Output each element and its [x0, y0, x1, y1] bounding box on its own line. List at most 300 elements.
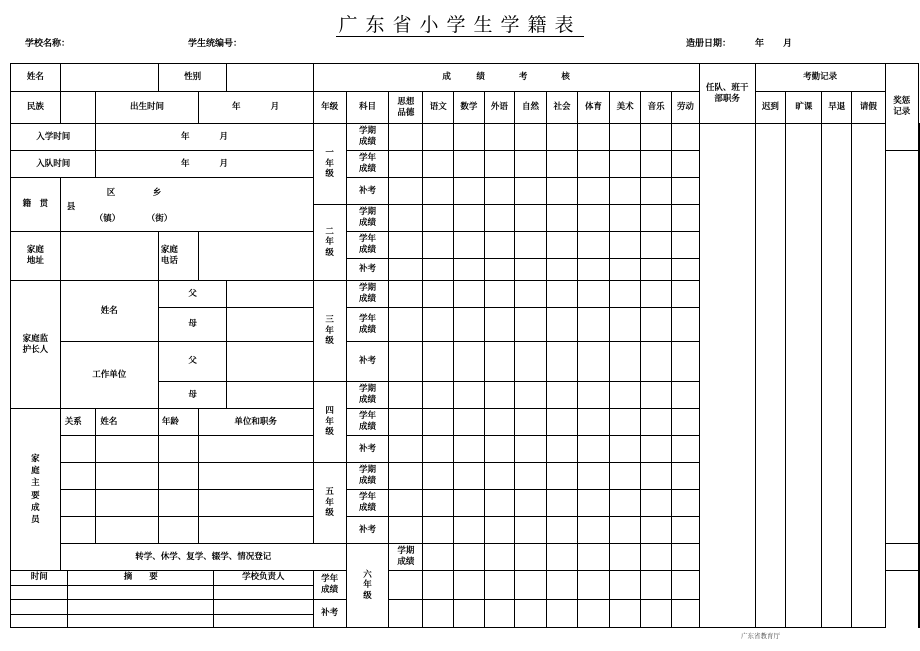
annual-label: 学年成绩	[346, 232, 389, 259]
member-cell[interactable]	[96, 436, 158, 463]
score-cell[interactable]	[641, 205, 672, 232]
score-cell[interactable]	[546, 205, 578, 232]
member-cell[interactable]	[96, 463, 158, 490]
score-cell[interactable]	[389, 281, 423, 308]
score-cell[interactable]	[641, 342, 672, 382]
score-cell[interactable]	[515, 281, 547, 308]
enroll-cell[interactable]: 年 月	[96, 124, 313, 151]
score-cell[interactable]	[578, 308, 610, 342]
score-cell[interactable]	[389, 205, 423, 232]
score-cell[interactable]	[671, 124, 699, 151]
score-cell[interactable]	[515, 259, 547, 281]
score-cell[interactable]	[609, 517, 641, 544]
transfer-subtable-cell	[11, 600, 314, 628]
score-cell[interactable]	[671, 259, 699, 281]
score-cell[interactable]	[671, 308, 699, 342]
score-cell[interactable]	[454, 151, 485, 178]
score-cell[interactable]	[389, 600, 423, 628]
home-addr-label: 家庭地址	[11, 232, 61, 281]
score-cell[interactable]	[515, 600, 547, 628]
register-month: 月	[783, 39, 793, 49]
score-cell[interactable]	[546, 232, 578, 259]
subject-foreign: 外语	[484, 92, 515, 124]
score-cell[interactable]	[515, 490, 547, 517]
score-cell[interactable]	[484, 259, 515, 281]
term-label: 学期成绩	[346, 205, 389, 232]
transfer-summary-label: 摘 要	[68, 571, 214, 585]
score-cell[interactable]	[546, 124, 578, 151]
score-cell[interactable]	[546, 308, 578, 342]
score-cell[interactable]	[423, 517, 454, 544]
form-title: 广东省小学生学籍表	[338, 14, 582, 36]
score-cell[interactable]	[423, 342, 454, 382]
guardian-father-label: 父	[158, 281, 227, 308]
score-cell[interactable]	[389, 342, 423, 382]
subject-labor: 劳动	[671, 92, 699, 124]
name-cell[interactable]	[60, 64, 158, 92]
score-cell[interactable]	[641, 178, 672, 205]
score-cell[interactable]	[609, 178, 641, 205]
home-phone-cell[interactable]	[198, 232, 313, 281]
score-cell[interactable]	[546, 409, 578, 436]
score-cell[interactable]	[423, 490, 454, 517]
home-phone-label: 家庭电话	[158, 232, 198, 281]
score-cell[interactable]	[641, 232, 672, 259]
reward-header: 奖惩记录	[885, 64, 918, 151]
score-cell[interactable]	[454, 281, 485, 308]
subject-society: 社会	[546, 92, 578, 124]
work-mother-label: 母	[158, 382, 227, 409]
score-cell[interactable]	[484, 490, 515, 517]
score-cell[interactable]	[546, 463, 578, 490]
score-cell[interactable]	[423, 544, 454, 571]
score-cell[interactable]	[515, 544, 547, 571]
score-cell[interactable]	[454, 232, 485, 259]
score-cell[interactable]	[578, 517, 610, 544]
score-cell[interactable]	[546, 571, 578, 600]
transfer-time-cell[interactable]	[11, 600, 68, 614]
register-date-label: 造册日期：	[686, 39, 732, 49]
transfer-subtable	[11, 571, 313, 599]
grade-col-label: 年级	[313, 92, 346, 124]
gender-label: 性别	[158, 64, 227, 92]
score-cell[interactable]	[578, 409, 610, 436]
transfer-principal-label: 学校负责人	[214, 571, 313, 585]
grade-1-label: 一年级	[313, 124, 346, 205]
subject-chinese: 语文	[423, 92, 454, 124]
score-cell[interactable]	[578, 342, 610, 382]
score-cell[interactable]	[389, 151, 423, 178]
score-cell[interactable]	[423, 308, 454, 342]
score-cell[interactable]	[578, 124, 610, 151]
ethnicity-label: 民族	[11, 92, 61, 124]
score-cell[interactable]	[423, 600, 454, 628]
score-cell[interactable]	[671, 342, 699, 382]
score-cell[interactable]	[454, 205, 485, 232]
makeup-label: 补考	[346, 178, 389, 205]
subject-pe: 体育	[578, 92, 610, 124]
score-cell[interactable]	[515, 151, 547, 178]
score-cell[interactable]	[389, 382, 423, 409]
member-age-label: 年龄	[158, 409, 198, 436]
score-cell[interactable]	[515, 178, 547, 205]
score-cell[interactable]	[454, 436, 485, 463]
score-cell[interactable]	[454, 259, 485, 281]
score-cell[interactable]	[454, 342, 485, 382]
score-cell[interactable]	[389, 232, 423, 259]
join-label: 入队时间	[11, 151, 96, 178]
score-cell[interactable]	[578, 463, 610, 490]
score-cell[interactable]	[641, 517, 672, 544]
guardian-mother-name[interactable]	[227, 308, 313, 342]
early-cell[interactable]	[822, 124, 852, 628]
member-name-label: 姓名	[96, 409, 158, 436]
guardian-name-label: 姓名	[60, 281, 158, 342]
score-cell[interactable]	[454, 571, 485, 600]
score-cell[interactable]	[671, 232, 699, 259]
score-cell[interactable]	[546, 544, 578, 571]
score-cell[interactable]	[454, 490, 485, 517]
join-cell[interactable]: 年 月	[96, 151, 313, 178]
score-cell[interactable]	[515, 571, 547, 600]
makeup-label: 补考	[313, 600, 346, 628]
score-cell[interactable]	[578, 382, 610, 409]
transfer-summary-cell[interactable]	[68, 600, 214, 614]
score-cell[interactable]	[546, 382, 578, 409]
score-cell[interactable]	[484, 571, 515, 600]
score-cell[interactable]	[454, 308, 485, 342]
score-cell[interactable]	[423, 124, 454, 151]
annual-label: 学年成绩	[313, 571, 346, 600]
name-label: 姓名	[11, 64, 61, 92]
work-father-label: 父	[158, 342, 227, 382]
score-cell[interactable]	[423, 205, 454, 232]
score-cell[interactable]	[671, 382, 699, 409]
score-cell[interactable]	[423, 436, 454, 463]
score-cell[interactable]	[484, 517, 515, 544]
score-cell[interactable]	[671, 571, 699, 600]
late-cell[interactable]	[755, 124, 786, 628]
work-unit-label: 工作单位	[60, 342, 158, 409]
grade-6-label: 六年级	[346, 544, 389, 628]
annual-label: 学年成绩	[346, 490, 389, 517]
score-cell[interactable]	[641, 409, 672, 436]
score-cell[interactable]	[515, 436, 547, 463]
makeup-label: 补考	[346, 342, 389, 382]
subject-music: 音乐	[641, 92, 672, 124]
score-cell[interactable]	[578, 178, 610, 205]
score-cell[interactable]	[484, 544, 515, 571]
transfer-subtable-cell	[11, 571, 314, 600]
birth-label: 出生时间	[96, 92, 198, 124]
transfer-principal-cell[interactable]	[214, 614, 313, 627]
score-cell[interactable]	[671, 281, 699, 308]
member-cell[interactable]	[96, 517, 158, 544]
term-label: 学期成绩	[346, 124, 389, 151]
term-label: 学期成绩	[346, 281, 389, 308]
work-mother-cell[interactable]	[227, 382, 313, 409]
score-cell[interactable]	[641, 151, 672, 178]
score-cell[interactable]	[641, 259, 672, 281]
score-cell[interactable]	[515, 463, 547, 490]
score-cell[interactable]	[609, 281, 641, 308]
score-cell[interactable]	[546, 342, 578, 382]
score-cell[interactable]	[484, 409, 515, 436]
transfer-time-cell[interactable]	[11, 614, 68, 627]
attendance-header: 考勤记录	[755, 64, 885, 92]
score-cell[interactable]	[609, 436, 641, 463]
subject-math: 数学	[454, 92, 485, 124]
score-cell[interactable]	[641, 382, 672, 409]
score-cell[interactable]	[609, 490, 641, 517]
transfer-time-label: 时间	[11, 571, 68, 585]
score-cell[interactable]	[454, 124, 485, 151]
score-cell[interactable]	[578, 259, 610, 281]
score-cell[interactable]	[546, 151, 578, 178]
score-cell[interactable]	[389, 436, 423, 463]
score-cell[interactable]	[454, 544, 485, 571]
member-cell[interactable]	[60, 463, 96, 490]
score-cell[interactable]	[546, 259, 578, 281]
absent-cell[interactable]	[786, 124, 822, 628]
transfer-principal-cell[interactable]	[214, 585, 313, 599]
school-name-label: 学校名称：	[25, 39, 71, 49]
transfer-summary-cell[interactable]	[68, 585, 214, 599]
score-cell[interactable]	[423, 178, 454, 205]
score-cell[interactable]	[423, 571, 454, 600]
term-label: 学期成绩	[346, 382, 389, 409]
score-cell[interactable]	[454, 517, 485, 544]
score-cell[interactable]	[641, 124, 672, 151]
late-label: 迟到	[755, 92, 786, 124]
early-label: 早退	[822, 92, 852, 124]
score-cell[interactable]	[671, 463, 699, 490]
transfer-summary-cell[interactable]	[68, 614, 214, 627]
score-cell[interactable]	[578, 436, 610, 463]
makeup-label: 补考	[346, 517, 389, 544]
score-cell[interactable]	[609, 409, 641, 436]
score-cell[interactable]	[484, 232, 515, 259]
score-cell[interactable]	[484, 342, 515, 382]
score-cell[interactable]	[423, 151, 454, 178]
score-cell[interactable]	[671, 517, 699, 544]
score-cell[interactable]	[609, 259, 641, 281]
score-cell[interactable]	[484, 281, 515, 308]
leave-cell[interactable]	[852, 124, 885, 628]
score-cell[interactable]	[671, 490, 699, 517]
member-cell[interactable]	[198, 517, 313, 544]
member-cell[interactable]	[96, 490, 158, 517]
member-cell[interactable]	[198, 490, 313, 517]
score-cell[interactable]	[609, 382, 641, 409]
score-cell[interactable]	[578, 600, 610, 628]
score-cell[interactable]	[454, 600, 485, 628]
score-cell[interactable]	[671, 544, 699, 571]
score-cell[interactable]	[484, 382, 515, 409]
score-cell[interactable]	[484, 178, 515, 205]
register-year: 年	[755, 39, 765, 49]
score-cell[interactable]	[389, 571, 423, 600]
score-cell[interactable]	[454, 409, 485, 436]
native-label: 籍 贯	[11, 178, 61, 232]
score-cell[interactable]	[578, 571, 610, 600]
score-cell[interactable]	[578, 232, 610, 259]
score-cell[interactable]	[515, 382, 547, 409]
score-cell[interactable]	[389, 308, 423, 342]
score-cell[interactable]	[546, 436, 578, 463]
score-cell[interactable]	[609, 342, 641, 382]
subject-nature: 自然	[515, 92, 547, 124]
score-cell[interactable]	[641, 308, 672, 342]
score-cell[interactable]	[641, 544, 672, 571]
score-cell[interactable]	[484, 436, 515, 463]
score-cell[interactable]	[423, 409, 454, 436]
member-cell[interactable]	[158, 436, 198, 463]
score-cell[interactable]	[609, 308, 641, 342]
score-cell[interactable]	[515, 232, 547, 259]
ethnicity-cell[interactable]	[60, 92, 96, 124]
score-cell[interactable]	[546, 490, 578, 517]
registry-table	[10, 63, 920, 628]
score-cell[interactable]	[609, 205, 641, 232]
score-cell[interactable]	[641, 281, 672, 308]
annual-label: 学年成绩	[346, 409, 389, 436]
score-cell[interactable]	[484, 600, 515, 628]
transfer-principal-cell[interactable]	[214, 600, 313, 614]
absent-label: 旷课	[786, 92, 822, 124]
score-cell[interactable]	[484, 124, 515, 151]
term-label: 学期成绩	[389, 544, 423, 571]
score-cell[interactable]	[454, 178, 485, 205]
subject-col-label: 科目	[346, 92, 389, 124]
member-cell[interactable]	[60, 517, 96, 544]
score-cell[interactable]	[546, 600, 578, 628]
gender-cell[interactable]	[227, 64, 313, 92]
transfer-header: 转学、休学、复学、辍学、情况登记	[60, 544, 346, 571]
score-cell[interactable]	[454, 463, 485, 490]
score-cell[interactable]	[389, 409, 423, 436]
score-cell[interactable]	[578, 281, 610, 308]
member-rel-label: 关系	[60, 409, 96, 436]
score-cell[interactable]	[641, 490, 672, 517]
score-cell[interactable]	[578, 151, 610, 178]
guardian-mother-label: 母	[158, 308, 227, 342]
score-cell[interactable]	[546, 517, 578, 544]
score-cell[interactable]	[389, 463, 423, 490]
members-label: 家庭主要成员	[11, 409, 61, 571]
score-cell[interactable]	[389, 124, 423, 151]
score-cell[interactable]	[515, 409, 547, 436]
score-cell[interactable]	[389, 490, 423, 517]
home-addr-cell[interactable]	[60, 232, 158, 281]
score-cell[interactable]	[671, 600, 699, 628]
score-cell[interactable]	[609, 544, 641, 571]
score-cell[interactable]	[389, 517, 423, 544]
birth-cell[interactable]: 年 月	[198, 92, 313, 124]
score-cell[interactable]	[671, 409, 699, 436]
grade-3-label: 三年级	[313, 281, 346, 382]
score-cell[interactable]	[578, 205, 610, 232]
annual-label: 学年成绩	[346, 151, 389, 178]
score-cell[interactable]	[609, 463, 641, 490]
grade-4-label: 四年级	[313, 382, 346, 463]
score-cell[interactable]	[484, 308, 515, 342]
member-cell[interactable]	[198, 436, 313, 463]
score-cell[interactable]	[885, 544, 918, 571]
leave-label: 请假	[852, 92, 885, 124]
score-cell[interactable]	[515, 308, 547, 342]
score-cell[interactable]	[609, 571, 641, 600]
term-label: 学期成绩	[346, 463, 389, 490]
score-cell[interactable]	[389, 259, 423, 281]
member-cell[interactable]	[198, 463, 313, 490]
guardian-father-name[interactable]	[227, 281, 313, 308]
score-cell[interactable]	[671, 436, 699, 463]
makeup-label: 补考	[346, 259, 389, 281]
grade-5-label: 五年级	[313, 463, 346, 544]
score-cell[interactable]	[484, 151, 515, 178]
score-cell[interactable]	[609, 151, 641, 178]
guardian-label: 家庭监护长人	[11, 281, 61, 409]
enroll-label: 入学时间	[11, 124, 96, 151]
score-cell[interactable]	[671, 205, 699, 232]
score-cell[interactable]	[423, 259, 454, 281]
score-cell[interactable]	[578, 544, 610, 571]
score-cell[interactable]	[389, 178, 423, 205]
score-cell[interactable]	[515, 342, 547, 382]
score-cell[interactable]	[515, 517, 547, 544]
score-cell[interactable]	[609, 124, 641, 151]
score-cell[interactable]	[423, 463, 454, 490]
reward-cell[interactable]	[919, 124, 920, 628]
score-cell[interactable]	[515, 124, 547, 151]
score-cell[interactable]	[546, 178, 578, 205]
score-cell[interactable]	[641, 571, 672, 600]
score-cell[interactable]	[578, 490, 610, 517]
duty-cell[interactable]	[699, 124, 755, 628]
duty-header: 任队、班干部职务	[699, 64, 755, 124]
member-cell[interactable]	[60, 490, 96, 517]
score-cell[interactable]	[423, 281, 454, 308]
subject-art: 美术	[609, 92, 641, 124]
score-cell[interactable]	[423, 232, 454, 259]
score-cell[interactable]	[671, 151, 699, 178]
score-cell[interactable]	[641, 600, 672, 628]
native-cell[interactable]: 区 乡 县 （镇） （街）	[60, 178, 313, 232]
score-cell[interactable]	[454, 382, 485, 409]
score-cell[interactable]	[515, 205, 547, 232]
member-cell[interactable]	[158, 490, 198, 517]
score-cell[interactable]	[484, 205, 515, 232]
score-cell[interactable]	[423, 382, 454, 409]
score-cell[interactable]	[641, 436, 672, 463]
score-cell[interactable]	[609, 232, 641, 259]
transfer-time-cell[interactable]	[11, 585, 68, 599]
member-cell[interactable]	[158, 463, 198, 490]
footer-issuer: 广东省教育厅	[741, 632, 780, 640]
score-cell[interactable]	[641, 463, 672, 490]
grades-header: 成 绩 考 核	[313, 64, 699, 92]
member-cell[interactable]	[60, 436, 96, 463]
makeup-label: 补考	[346, 436, 389, 463]
score-cell[interactable]	[484, 463, 515, 490]
score-cell[interactable]	[609, 600, 641, 628]
score-cell[interactable]	[671, 178, 699, 205]
score-cell[interactable]	[546, 281, 578, 308]
work-father-cell[interactable]	[227, 342, 313, 382]
member-cell[interactable]	[158, 517, 198, 544]
member-unit-label: 单位和职务	[198, 409, 313, 436]
